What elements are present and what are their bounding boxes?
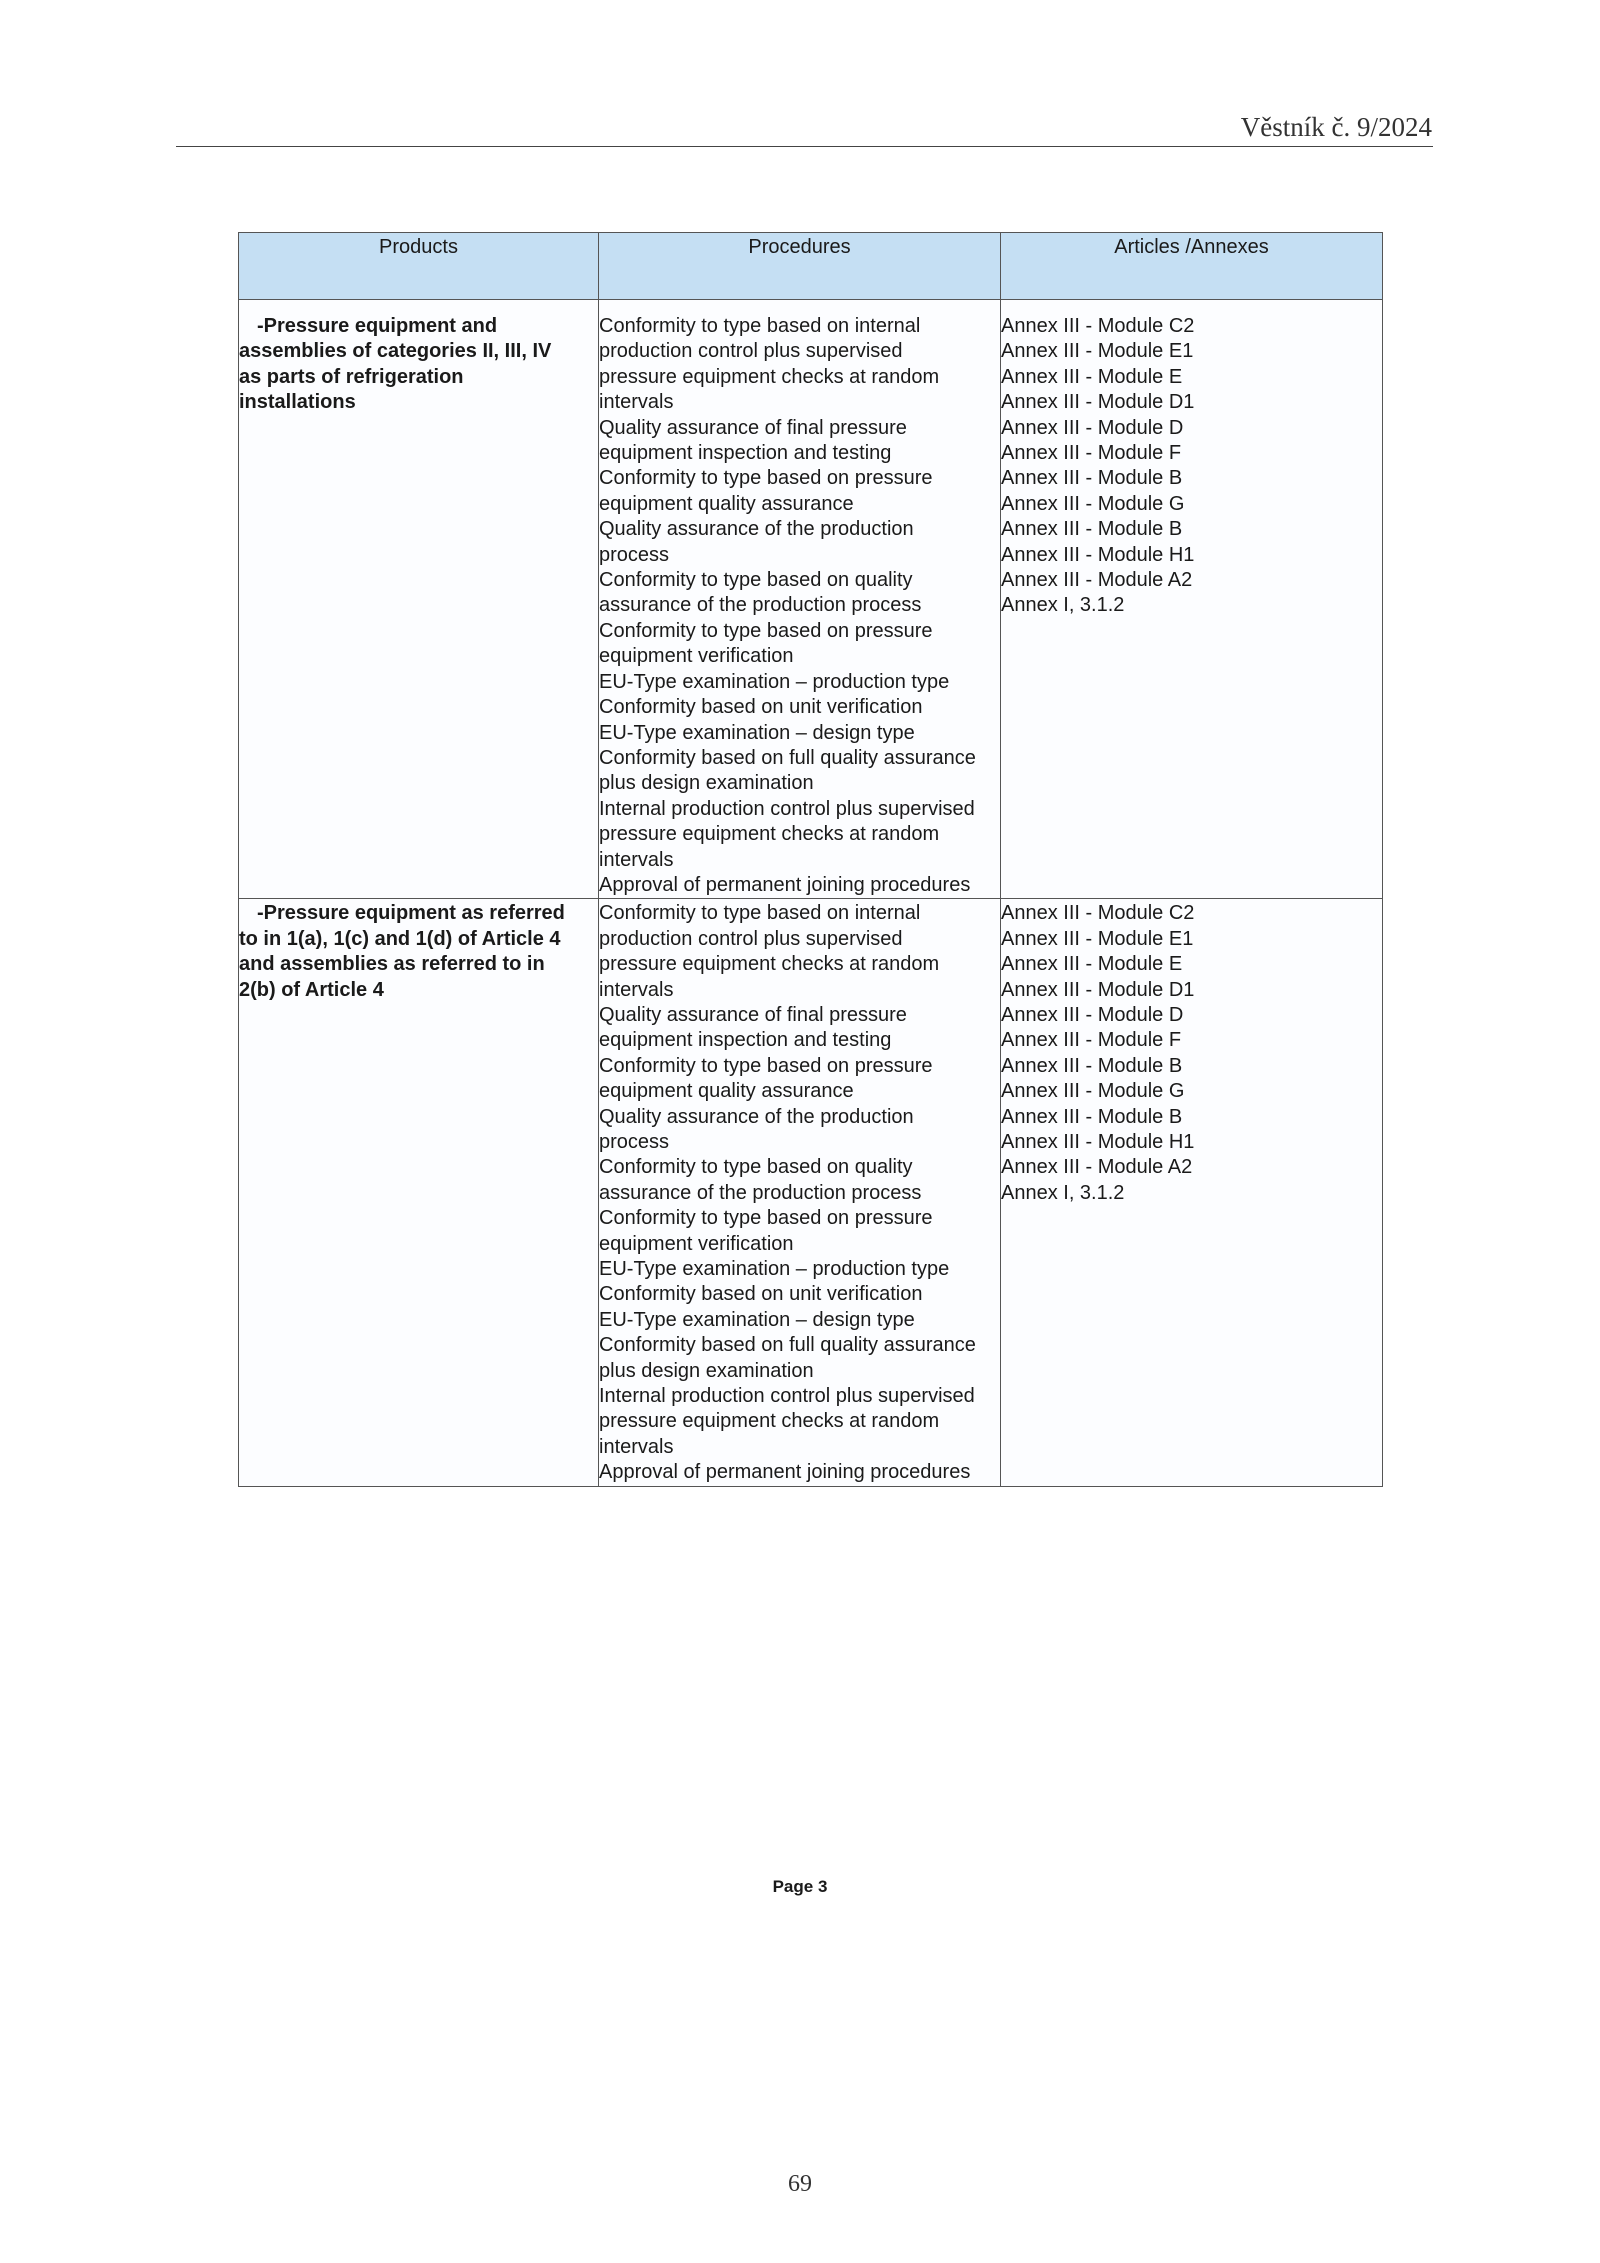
table-row	[239, 300, 1383, 899]
annexes-line: Annex III - Module C2	[1001, 902, 1195, 925]
annexes-line: Annex III - Module B	[1001, 467, 1183, 490]
procedures-line: Quality assurance of the production	[599, 1105, 914, 1128]
annexes-line: Annex III - Module A2	[1001, 569, 1193, 592]
header-procedures: Procedures	[599, 233, 1001, 300]
annexes-line: Annex III - Module F	[1001, 1029, 1182, 1052]
annexes-line: Annex III - Module E1	[1001, 340, 1194, 363]
procedures-line: pressure equipment checks at random	[599, 365, 940, 388]
product-line: as parts of refrigeration	[239, 365, 464, 388]
conformity-table	[238, 232, 1383, 1487]
procedures-line: Quality assurance of the production	[599, 518, 914, 541]
procedures-line: EU-Type examination – production type	[599, 1258, 950, 1281]
procedures-line: assurance of the production process	[599, 1181, 922, 1204]
procedures-line: Conformity based on unit verification	[599, 1283, 923, 1306]
procedures-line: Conformity to type based on quality	[599, 569, 913, 592]
header-rule	[176, 146, 1433, 147]
annexes-line: Annex III - Module A2	[1001, 1156, 1193, 1179]
product-line: -Pressure equipment as referred	[257, 902, 565, 925]
procedures-line: Conformity based on unit verification	[599, 696, 923, 719]
procedures-line: plus design examination	[599, 772, 814, 795]
procedures-line: Conformity to type based on pressure	[599, 467, 933, 490]
procedures-line: process	[599, 543, 670, 566]
annexes-line: Annex III - Module H1	[1001, 543, 1195, 566]
procedures-line: equipment inspection and testing	[599, 442, 892, 465]
annexes-line: Annex III - Module B	[1001, 1054, 1183, 1077]
product-line: and assemblies as referred to in	[239, 953, 545, 976]
procedures-line: EU-Type examination – production type	[599, 670, 950, 693]
procedures-line: EU-Type examination – design type	[599, 721, 915, 744]
table-row	[239, 899, 1383, 1486]
page-label: Page 3	[772, 1877, 828, 1896]
procedures-line: Approval of permanent joining procedures	[599, 1461, 971, 1484]
annexes-line: Annex III - Module G	[1001, 1080, 1185, 1103]
product-line: to in 1(a), 1(c) and 1(d) of Article 4	[239, 927, 561, 950]
annexes-line: Annex III - Module B	[1001, 1105, 1183, 1128]
procedures-line: intervals	[599, 978, 674, 1001]
product-line: 2(b) of Article 4	[239, 978, 384, 1001]
table-header-row	[239, 233, 1383, 300]
procedures-line: equipment quality assurance	[599, 492, 854, 515]
procedures-line: Conformity based on full quality assurance	[599, 1334, 976, 1357]
procedures-line: equipment inspection and testing	[599, 1029, 892, 1052]
procedures-line: Quality assurance of final pressure	[599, 1003, 907, 1026]
procedures-line: plus design examination	[599, 1359, 814, 1382]
procedures-line: Approval of permanent joining procedures	[599, 873, 971, 896]
procedures-cell	[599, 899, 1001, 1486]
procedures-line: assurance of the production process	[599, 594, 922, 617]
procedures-line: pressure equipment checks at random	[599, 1410, 940, 1433]
procedures-line: intervals	[599, 391, 674, 414]
procedures-line: Conformity to type based on internal	[599, 902, 921, 925]
procedures-line: equipment verification	[599, 1232, 794, 1255]
procedures-line: Conformity to type based on quality	[599, 1156, 913, 1179]
annexes-line: Annex III - Module D1	[1001, 391, 1195, 414]
procedures-line: Conformity to type based on pressure	[599, 1207, 933, 1230]
annexes-line: Annex I, 3.1.2	[1001, 594, 1125, 617]
journal-title: Věstník č. 9/2024	[1240, 112, 1432, 142]
table-body	[239, 300, 1383, 1487]
procedures-line: EU-Type examination – design type	[599, 1308, 915, 1331]
procedures-line: Conformity to type based on pressure	[599, 619, 933, 642]
annexes-line: Annex III - Module E	[1001, 365, 1183, 388]
annexes-line: Annex III - Module H1	[1001, 1131, 1195, 1153]
annexes-line: Annex III - Module B	[1001, 518, 1183, 541]
procedures-line: intervals	[599, 848, 674, 871]
procedures-line: Internal production control plus supervised	[599, 1385, 975, 1408]
procedures-line: Conformity based on full quality assurance	[599, 746, 976, 769]
annexes-line: Annex III - Module E1	[1001, 927, 1194, 950]
procedures-line: equipment quality assurance	[599, 1080, 854, 1103]
product-cell	[239, 899, 599, 1486]
annexes-line: Annex III - Module C2	[1001, 315, 1195, 337]
annexes-line: Annex I, 3.1.2	[1001, 1181, 1125, 1204]
procedures-line: Quality assurance of final pressure	[599, 416, 907, 439]
product-line: -Pressure equipment and	[257, 315, 498, 337]
annexes-cell	[1001, 899, 1383, 1486]
procedures-line: process	[599, 1131, 670, 1153]
annexes-cell	[1001, 300, 1383, 899]
procedures-line: intervals	[599, 1435, 674, 1458]
annexes-line: Annex III - Module F	[1001, 442, 1182, 465]
product-line: assemblies of categories II, III, IV	[239, 340, 552, 363]
procedures-line: Conformity to type based on internal	[599, 315, 921, 337]
header-products: Products	[239, 233, 599, 300]
procedures-line: equipment verification	[599, 645, 794, 668]
annexes-line: Annex III - Module D	[1001, 1003, 1184, 1026]
procedures-cell	[599, 300, 1001, 899]
procedures-line: production control plus supervised	[599, 927, 903, 950]
product-line: installations	[239, 391, 356, 414]
product-cell	[239, 300, 599, 899]
header-annexes: Articles /Annexes	[1001, 233, 1383, 300]
page-number: 69	[788, 2171, 812, 2197]
annexes-line: Annex III - Module E	[1001, 953, 1183, 976]
procedures-line: pressure equipment checks at random	[599, 953, 940, 976]
procedures-line: Conformity to type based on pressure	[599, 1054, 933, 1077]
annexes-line: Annex III - Module D	[1001, 416, 1184, 439]
procedures-line: production control plus supervised	[599, 340, 903, 363]
procedures-line: pressure equipment checks at random	[599, 823, 940, 846]
annexes-line: Annex III - Module G	[1001, 492, 1185, 515]
annexes-line: Annex III - Module D1	[1001, 978, 1195, 1001]
procedures-line: Internal production control plus supervised	[599, 797, 975, 820]
